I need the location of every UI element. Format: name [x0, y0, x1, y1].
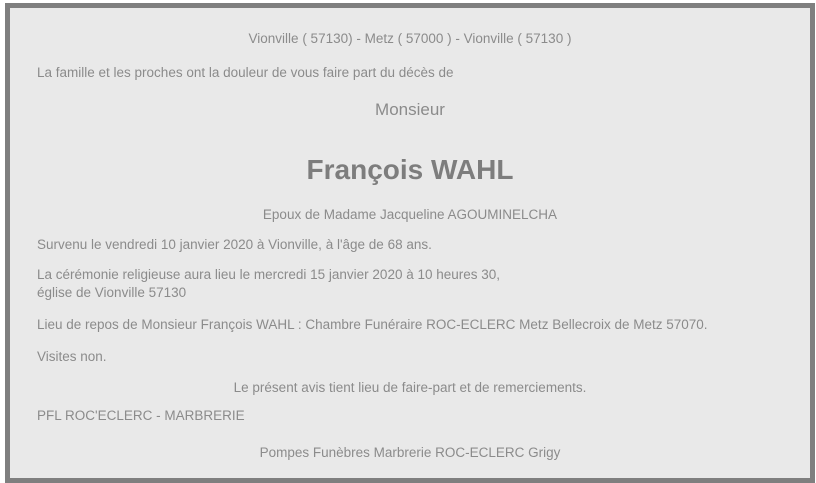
deceased-name: François WAHL [306, 154, 514, 185]
visits-line: Visites non. [37, 349, 107, 364]
footer-line: Pompes Funèbres Marbrerie ROC-ECLERC Grigy [259, 445, 561, 460]
civility-line: Monsieur [375, 100, 445, 119]
death-notice-card [5, 3, 815, 483]
cities-header-line: Vionville ( 57130) - Metz ( 57000 ) - Vionville ( 57130 ) [248, 31, 572, 46]
spouse-line: Epoux de Madame Jacqueline AGOUMINELCHA [262, 207, 558, 222]
ceremony-lines [37, 266, 783, 302]
ceremony-line-1: La cérémonie religieuse aura lieu le mercredi 15 janvier 2020 à 10 heures 30, [37, 267, 501, 282]
repose-line: Lieu de repos de Monsieur François WAHL : Chambre Funéraire ROC-ECLERC Metz Bellecroix de Metz 57070. [37, 317, 708, 332]
death-date-line: Survenu le vendredi 10 janvier 2020 à Vionville, à l'âge de 68 ans. [37, 237, 432, 252]
farewell-line: Le présent avis tient lieu de faire-part et de remerciements. [233, 380, 587, 395]
intro-line: La famille et les proches ont la douleur de vous faire part du décès de [37, 65, 454, 80]
funeral-home-line: PFL ROC'ECLERC - MARBRERIE [37, 408, 245, 423]
ceremony-line-2: église de Vionville 57130 [37, 285, 187, 300]
